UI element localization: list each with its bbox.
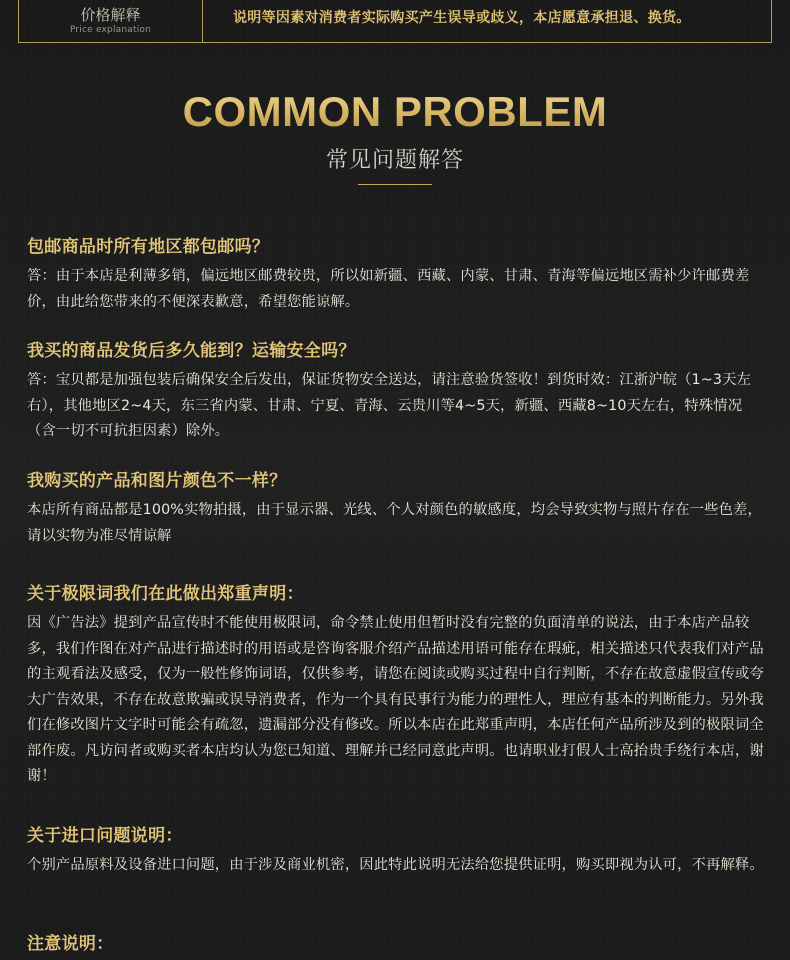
faq-question: 我购买的产品和图片颜色不一样？ — [27, 471, 287, 491]
banner-title: 价格解释 — [80, 6, 141, 24]
banner-label-box — [19, 0, 203, 42]
faq-answer: 因《广告法》提到产品宣传时不能使用极限词，命令禁止使用但暂时没有完整的负面清单的说法，由于本店产品较多，我们作图在对产品进行描述时的用语或是咨询客服介绍产品描述用语可能存在瑕疵，相关描述只代表我们对产品的主观看法及感受，仅为一般性修饰词语，仅供参考，请您在阅读或购买过程中自行判断，不存在故意虚假宣传或夸大广告效果，不存在故意欺骗或误导消费者，作为一个具有民事行为能力的理性人，理应有基本的判断能力。另外我们在修改图片文字时可能会有疏忽，遗漏部分没有修改。所以本店在此郑重声明，本店任何产品所涉及到的极限词全部作废。凡访问者或购买者本店均认为您已知道、理解并已经同意此声明。也请职业打假人士高抬贵手绕行本店，谢谢！ — [27, 615, 764, 784]
faq-answer: 本店所有商品都是100%实物拍摄，由于显示器、光线、个人对颜色的敏感度，均会导致实物与照片存在一些色差，请以实物为准尽情谅解 — [27, 502, 762, 544]
banner-notice-box — [203, 0, 771, 42]
section-heading-english: COMMON PROBLEM — [0, 88, 790, 136]
faq-question: 包邮商品时所有地区都包邮吗？ — [27, 237, 270, 257]
faq-answer: 答：由于本店是利薄多销，偏远地区邮费较贵，所以如新疆、西藏、内蒙、甘肃、青海等偏远地区需补少许邮费差价，由此给您带来的不便深表歉意，希望您能谅解。 — [27, 268, 750, 310]
banner-notice: 说明等因素对消费者实际购买产生误导或歧义，本店愿意承担退、换货。 — [233, 10, 691, 26]
faq-item-import-statement — [27, 825, 767, 879]
faq-question: 我买的商品发货后多久能到？运输安全吗？ — [27, 341, 356, 361]
faq-question: 关于极限词我们在此做出郑重声明： — [27, 584, 304, 604]
price-explanation-banner — [18, 0, 772, 43]
faq-item-free-shipping — [27, 236, 767, 315]
faq-item-color-difference — [27, 470, 767, 549]
heading-divider — [358, 184, 432, 185]
faq-item-delivery-time — [27, 340, 767, 445]
faq-answer: 答：宝贝都是加强包装后确保安全后发出，保证货物安全送达，请注意验货签收！到货时效：江浙沪皖（1~3天左右），其他地区2~4天，东三省内蒙、甘肃、宁夏、青海、云贵川等4~5天，新疆、西藏8~10天左右，特殊情况（含一切不可抗拒因素）除外。 — [27, 372, 752, 439]
banner-subtitle: Price explanation — [69, 25, 152, 35]
faq-question: 注意说明： — [27, 934, 114, 954]
faq-question: 关于进口问题说明： — [27, 826, 183, 846]
section-heading-chinese: 常见问题解答 — [325, 148, 464, 173]
faq-answer: 个别产品原料及设备进口问题，由于涉及商业机密，因此特此说明无法给您提供证明，购买即视为认可，不再解释。 — [27, 857, 764, 873]
faq-item-extreme-words-statement — [27, 583, 767, 790]
faq-item-notice — [27, 933, 767, 960]
